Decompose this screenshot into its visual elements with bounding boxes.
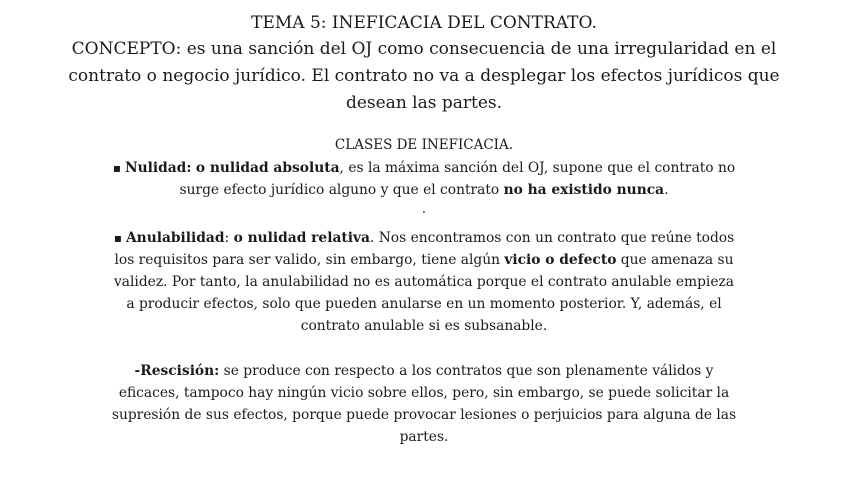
rescision-paragraph xyxy=(110,360,738,448)
nulidad-term: Nulidad: xyxy=(124,160,192,176)
nulidad-end: . xyxy=(664,182,669,198)
anulabilidad-emphasis: vicio o defecto xyxy=(504,252,617,268)
document-title: TEMA 5: INEFICACIA DEL CONTRATO. xyxy=(251,13,597,33)
rescision-term: -Rescisión: xyxy=(134,363,220,379)
anulabilidad-paragraph xyxy=(110,227,738,337)
nulidad-emphasis: no ha existido nunca xyxy=(503,182,665,198)
anulabilidad-text-2: que amenaza su validez. Por tanto, la anulabilidad no es automática porque el contrato anulable empieza a producir efectos, solo que pueden anularse en un momento posterior. Y, además, el contrato anulable si es subsanable. xyxy=(113,252,735,334)
rescision-text: se produce con respecto a los contratos que son plenamente válidos y eficaces, tampoco hay ningún vicio sobre ellos, pero, sin embargo, se puede solicitar la supresión de sus efectos, porque puede provocar lesiones o perjuicios para alguna de las partes. xyxy=(111,363,737,445)
nulidad-relativa-term: o nulidad relativa xyxy=(233,230,370,246)
anulabilidad-term: Anulabilidad xyxy=(125,230,225,246)
nulidad-text: , es la máxima sanción del OJ, supone que el contrato no surge efecto jurídico alguno y que el contrato xyxy=(179,160,736,198)
square-bullet-icon: ▪ xyxy=(112,161,121,175)
nulidad-absoluta-term: o nulidad absoluta xyxy=(195,160,340,176)
anulabilidad-text: . Nos encontramos con un contrato que reúne todos los requisitos para ser valido, sin embargo, tiene algún xyxy=(114,230,735,268)
section-title: CLASES DE INEFICACIA. xyxy=(334,137,514,153)
square-bullet-icon: ▪ xyxy=(113,231,122,245)
anulabilidad-colon: : xyxy=(224,230,234,246)
nulidad-paragraph xyxy=(110,157,738,201)
concept-paragraph: CONCEPTO: es una sanción del OJ como consecuencia de una irregularidad en el contrato o negocio jurídico. El contrato no va a desplegar los efectos jurídicos que desean las partes. xyxy=(68,39,780,113)
separator-dot: . xyxy=(421,202,427,217)
